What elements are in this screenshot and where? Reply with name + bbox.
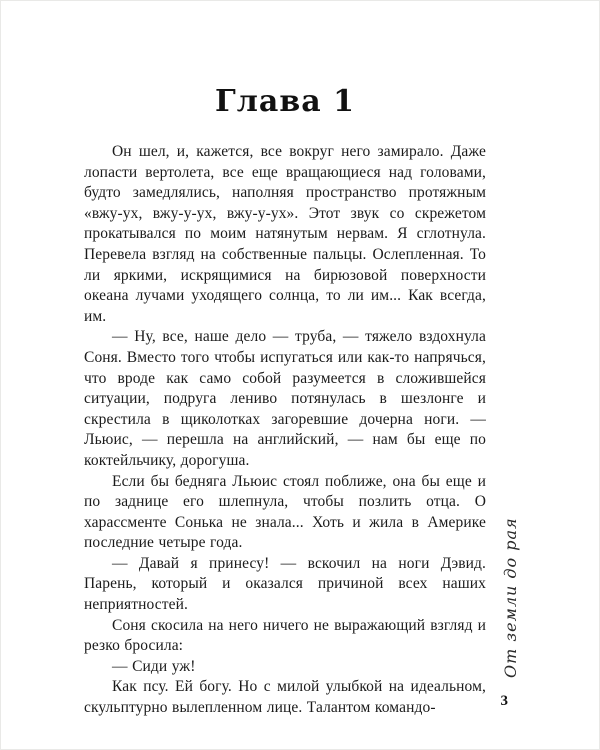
paragraph: Он шел, и, кажется, все вокруг него замирало. Даже лопасти вертолета, все еще вращающиеся над головами, будто замедлялись, наполняя пространство протяжным «вжу-ух, вжу-у-ух, вжу-у-ух». Этот звук со скрежетом прокатывался по моим натянутым нервам. Я сглотнула. Перевела взгляд на собственные пальцы. Ослепленная. То ли яркими, искрящимися на бирюзовой поверхности океана лучами уходящего солнца, то ли им... Как всегда, им.: [84, 143, 486, 325]
page-number: 3: [500, 693, 508, 709]
book-title-vertical: От земли до рая: [501, 517, 520, 678]
paragraph: — Ну, все, наше дело — труба, — тяжело вздохнула Соня. Вместо того чтобы испугаться или как-то напрячься, что вроде как само собой разумеется в сложившейся ситуации, подруга лениво потянулась в шезлонге и скрестила в щиколотках загоревшие дочерна ноги. — Льюис, — перешла на английский, — нам бы еще по коктейльчику, дорогуша.: [84, 328, 486, 469]
page-text-block: [84, 142, 486, 719]
paragraph: Если бы бедняга Льюис стоял поближе, она бы еще и по заднице его шлепнула, чтобы позлить отца. О харассменте Сонька не знала... Хоть и жила в Америке последние четыре года.: [84, 472, 486, 552]
paragraph: — Давай я принесу! — вскочил на ноги Дэвид. Парень, который и оказался причиной всех наших неприятностей.: [84, 554, 486, 614]
chapter-title: Глава 1: [215, 84, 355, 119]
paragraph: — Сиди уж!: [112, 657, 196, 675]
paragraph: Как псу. Ей богу. Но с милой улыбкой на идеальном, скульптурно вылепленном лице. Талантом командо-: [84, 678, 486, 717]
paragraph: Соня скосила на него ничего не выражающий взгляд и резко бросила:: [84, 616, 486, 655]
